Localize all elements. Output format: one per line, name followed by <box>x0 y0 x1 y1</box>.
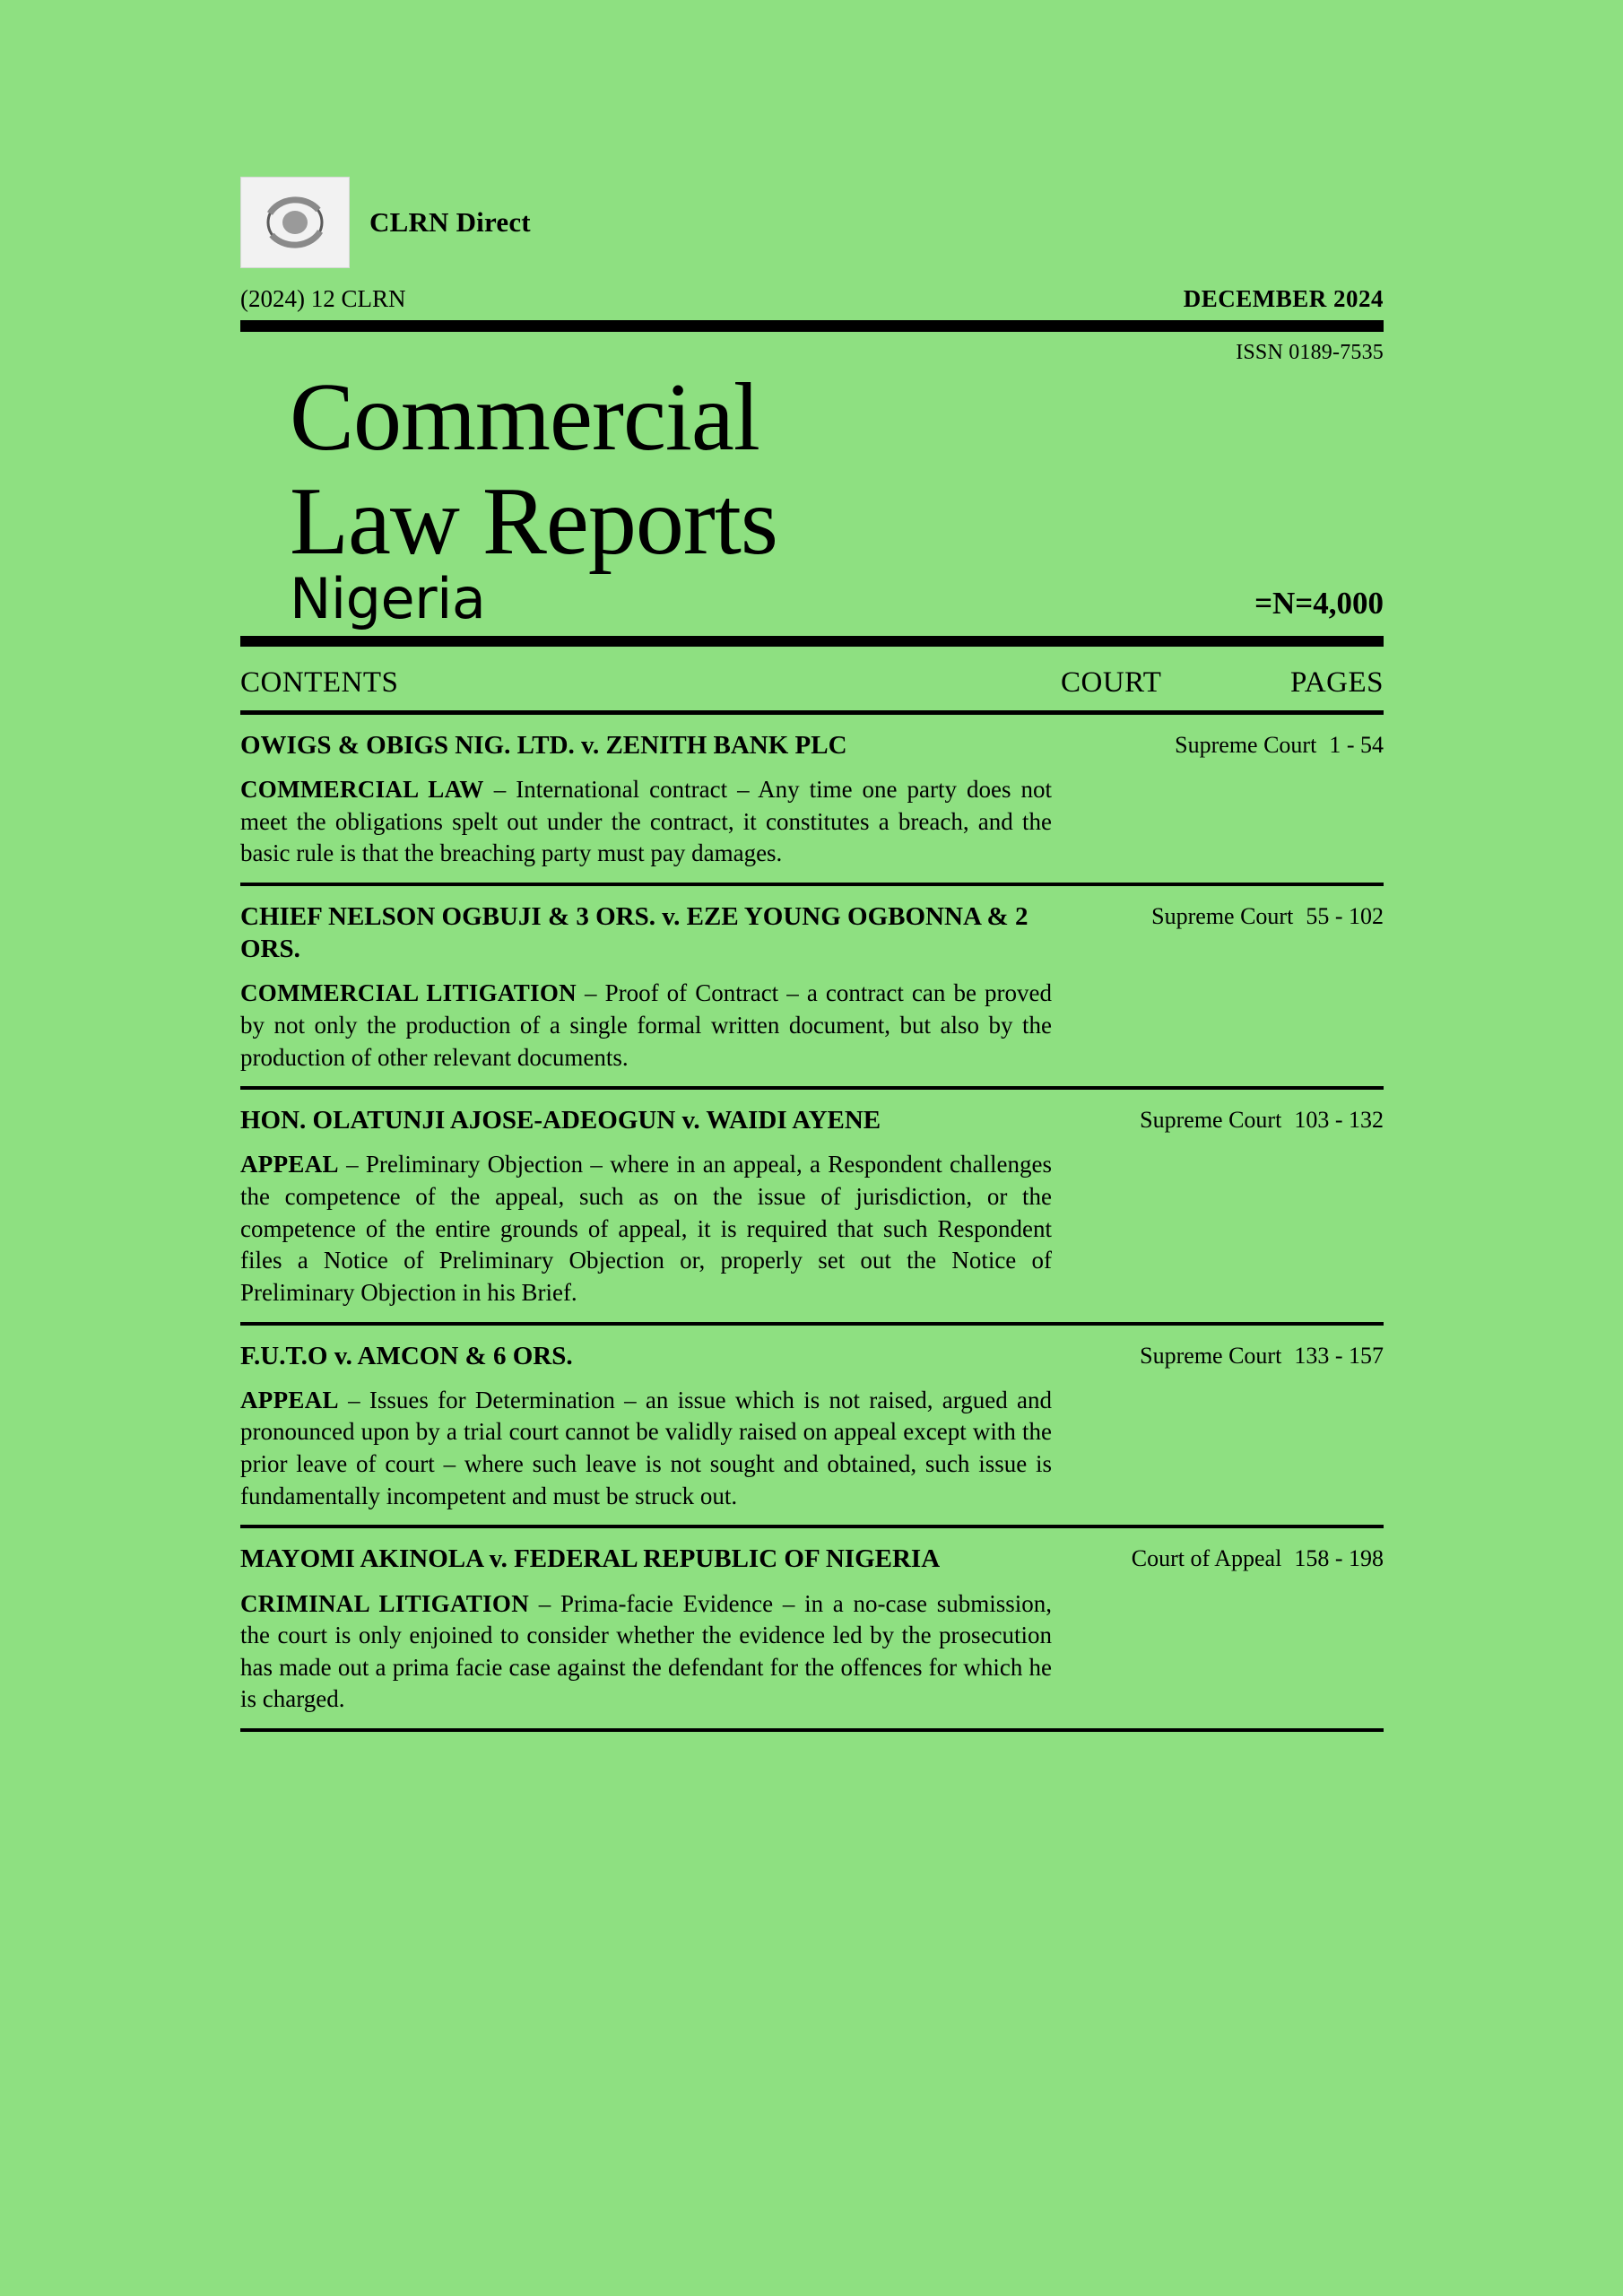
contents-entry[interactable] <box>240 715 1384 883</box>
cover-price: =N=4,000 <box>1254 585 1384 621</box>
case-category: COMMERCIAL LAW <box>240 775 484 803</box>
case-summary-text: – Issues for Determination – an issue which is not raised, argued and pronounced upon by a trial court cannot be validly raised on appeal except with the prior leave of court – where such leave is not sought and obtained, such issue is fundamentally incompetent and must be struck out. <box>240 1386 1052 1509</box>
case-pages: 103 - 132 <box>1294 1107 1384 1134</box>
case-pages: 158 - 198 <box>1294 1545 1384 1572</box>
issue-date: DECEMBER 2024 <box>1183 285 1384 312</box>
issue-reference: (2024) 12 CLRN <box>240 285 406 312</box>
entry-head <box>240 729 1384 761</box>
brand-name: CLRN Direct <box>369 205 531 238</box>
case-summary-text: – Proof of Contract – a contract can be proved by not only the production of a single formal written document, but also by the production of other relevant documents. <box>240 979 1052 1071</box>
contents-entry[interactable] <box>240 1090 1384 1321</box>
contents-header-label: CONTENTS <box>240 665 399 699</box>
masthead-rule-bottom <box>240 636 1384 647</box>
case-summary <box>240 1588 1052 1729</box>
title-line-law-reports: Law Reports <box>290 467 777 575</box>
case-summary <box>240 1149 1052 1321</box>
entry-head <box>240 1340 1384 1372</box>
case-title[interactable]: CHIEF NELSON OGBUJI & 3 ORS. v. EZE YOUNG OGBONNA & 2 ORS. <box>240 901 1028 964</box>
case-title[interactable]: OWIGS & OBIGS NIG. LTD. v. ZENITH BANK PLC <box>240 730 847 760</box>
case-summary <box>240 1385 1052 1526</box>
case-court: Supreme Court <box>1175 731 1317 758</box>
case-pages: 1 - 54 <box>1329 731 1384 758</box>
case-meta <box>1066 900 1384 930</box>
case-court: Supreme Court <box>1140 1107 1282 1134</box>
entry-divider <box>240 1728 1384 1732</box>
title-line-commercial: Commercial <box>290 364 759 471</box>
title-line-nigeria: Nigeria <box>290 565 486 631</box>
brand-row <box>240 175 1384 269</box>
journal-title-block <box>240 364 1384 631</box>
case-meta <box>1065 1340 1384 1370</box>
case-court: Supreme Court <box>1151 902 1294 929</box>
issue-row <box>240 285 1384 313</box>
cover-content <box>240 175 1384 1732</box>
case-summary-text: – Prima-facie Evidence – in a no-case submission, the court is only enjoined to consider whether the evidence led by the prosecution has made out a prima facie case against the defendant for the offences for which he is charged. <box>240 1589 1052 1713</box>
court-header-label: COURT <box>1061 665 1162 699</box>
case-summary <box>240 774 1052 883</box>
contents-header <box>240 666 1384 700</box>
case-court: Supreme Court <box>1140 1342 1282 1369</box>
entry-head <box>240 1543 1384 1575</box>
case-category: CRIMINAL LITIGATION <box>240 1589 529 1617</box>
issn: ISSN 0189-7535 <box>1236 341 1384 364</box>
entry-head <box>240 900 1384 966</box>
entry-head <box>240 1104 1384 1136</box>
contents-entry[interactable] <box>240 1528 1384 1728</box>
case-pages: 55 - 102 <box>1306 902 1384 929</box>
contents-entry[interactable] <box>240 1326 1384 1526</box>
case-category: COMMERCIAL LITIGATION <box>240 979 577 1007</box>
swirl-logo-icon <box>240 177 350 268</box>
case-category: APPEAL <box>240 1386 339 1413</box>
case-meta <box>1065 1543 1384 1572</box>
case-title[interactable]: HON. OLATUNJI AJOSE-ADEOGUN v. WAIDI AYENE <box>240 1106 881 1135</box>
pages-header-label: PAGES <box>1290 665 1384 699</box>
case-court: Court of Appeal <box>1131 1545 1282 1572</box>
contents-entry[interactable] <box>240 886 1384 1086</box>
case-summary-text: – International contract – Any time one party does not meet the obligations spelt out under the contract, it constitutes a breach, and the basic rule is that the breaching party must pay damages. <box>240 775 1052 867</box>
case-summary <box>240 978 1052 1086</box>
case-meta <box>1065 729 1384 759</box>
case-title[interactable]: MAYOMI AKINOLA v. FEDERAL REPUBLIC OF NIGERIA <box>240 1544 941 1574</box>
case-pages: 133 - 157 <box>1294 1342 1384 1369</box>
case-summary-text: – Preliminary Objection – where in an appeal, a Respondent challenges the competence of the appeal, such as on the issue of jurisdiction, or the competence of the entire grounds of appeal, it is required that such Respondent files a Notice of Preliminary Objection or, properly set out the Notice of Preliminary Objection in his Brief. <box>240 1151 1052 1306</box>
masthead-rule-top <box>240 320 1384 332</box>
case-title[interactable]: F.U.T.O v. AMCON & 6 ORS. <box>240 1341 573 1370</box>
case-meta <box>1065 1104 1384 1134</box>
case-category: APPEAL <box>240 1151 339 1178</box>
